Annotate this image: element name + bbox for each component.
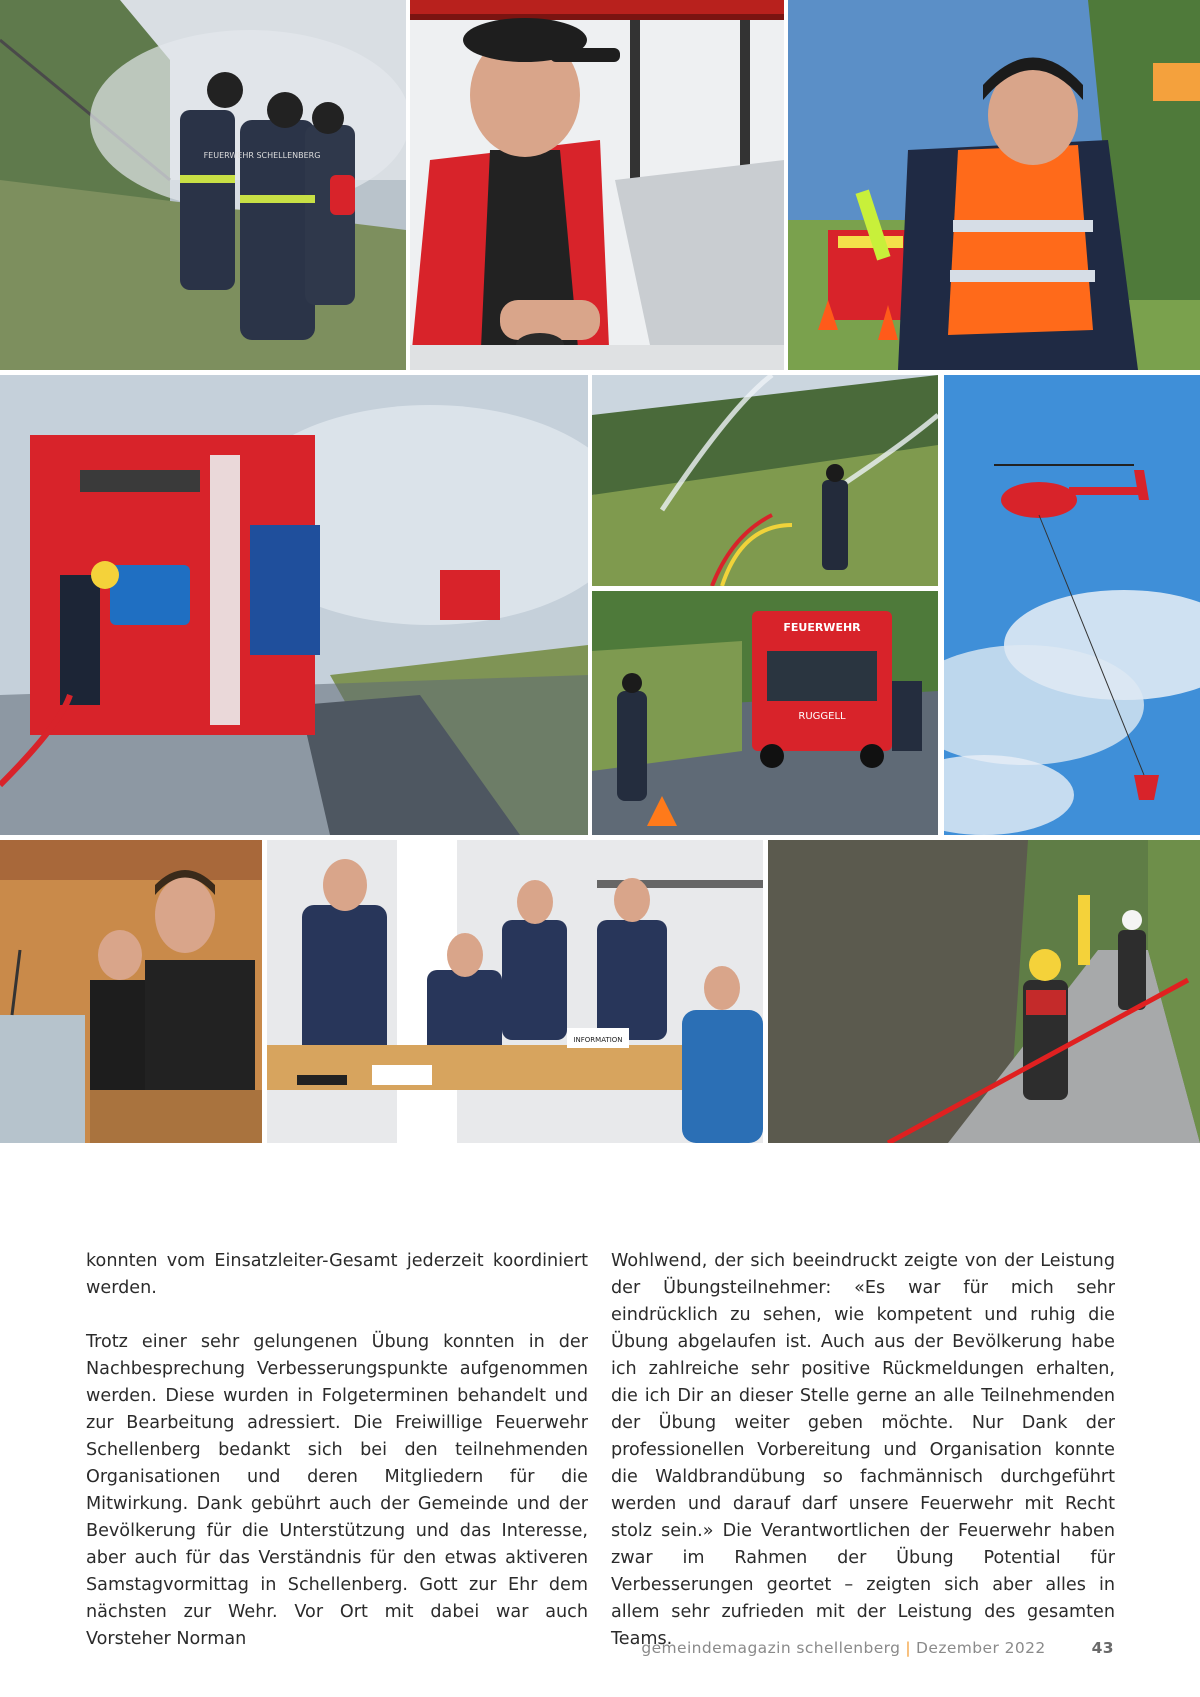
- article-paragraph: Wohlwend, der sich beeindruckt zeigte von der Leistung der Übungsteilnehmer: «Es war für mich sehr eindrücklich zu sehen, wie kompetent und ruhig die Übung abgelaufen ist. Auch aus der Bevölkerung habe ich zahlreiche sehr positive Rückmeldungen erhalten, die ich Dir an dieser Stelle gerne an alle Teilnehmenden der Übung weiter geben möchte. Nur Dank der professionellen Vorbereitung und Organisation konnte die Waldbrandübung so fachmännisch durchgeführt werden und darauf darf unsere Feuerwehr mit Recht stolz sein.» Die Verantwortlichen der Feuerwehr haben zwar im Rahmen der Übung Potential für Verbesserungen geortet – zeigten sich aber alles in allem sehr zufrieden mit der Leistung des gesamten Teams.: [611, 1251, 1115, 1649]
- photo-speakers-at-lectern: [0, 840, 262, 1143]
- article-column-left: [86, 1248, 588, 1680]
- article-column-right: [611, 1248, 1115, 1680]
- truck-name-text: RUGGELL: [798, 711, 846, 722]
- jacket-lettering: FEUERWEHR SCHELLENBERG: [203, 151, 321, 160]
- article-paragraph: Trotz einer sehr gelungenen Übung konnten in der Nachbesprechung Verbesserungspunkte aufgenommen werden. Diese wurden in Folgeterminen behandelt und zur Bearbeitung adressiert. Die Freiwillige Feuerwehr Schellenberg bedankt sich bei den teilnehmenden Organisationen und deren Mitgliedern für die Mitwirkung. Dank gebührt auch der Gemeinde und der Bevölkerung für die Unterstützung und das Interesse, aber auch für das Verständnis für den etwas aktiveren Samstagvormittag in Schellenberg. Gott zur Ehr dem nächsten zur Wehr. Vor Ort mit dabei war auch Vorsteher Norman: [86, 1332, 588, 1649]
- page-number: 43: [1091, 1639, 1114, 1657]
- article-paragraph: konnten vom Einsatzleiter-Gesamt jederzeit koordiniert werden.: [86, 1251, 588, 1298]
- photo-firefighters-in-smoke: [0, 0, 406, 370]
- issue-date: Dezember 2022: [916, 1639, 1046, 1657]
- photo-water-cannon-slope: [592, 375, 938, 586]
- photo-man-with-laptop: [410, 0, 784, 370]
- photo-helicopter: [944, 375, 1200, 835]
- truck-sign-text: FEUERWEHR: [783, 621, 861, 634]
- magazine-name: gemeindemagazin schellenberg: [641, 1639, 901, 1657]
- desk-sign-text: INFORMATION: [573, 1036, 623, 1044]
- photo-ruggell-fire-truck: [592, 591, 938, 835]
- photo-information-desk-team: [267, 840, 763, 1143]
- photo-youth-with-hose: [768, 840, 1200, 1143]
- footer-separator: |: [905, 1639, 912, 1657]
- orange-section-tab: [1153, 63, 1200, 101]
- page-footer: [641, 1639, 1114, 1657]
- photo-fire-truck-rear: [0, 375, 588, 835]
- photo-firefighter-orange-vest: [788, 0, 1200, 370]
